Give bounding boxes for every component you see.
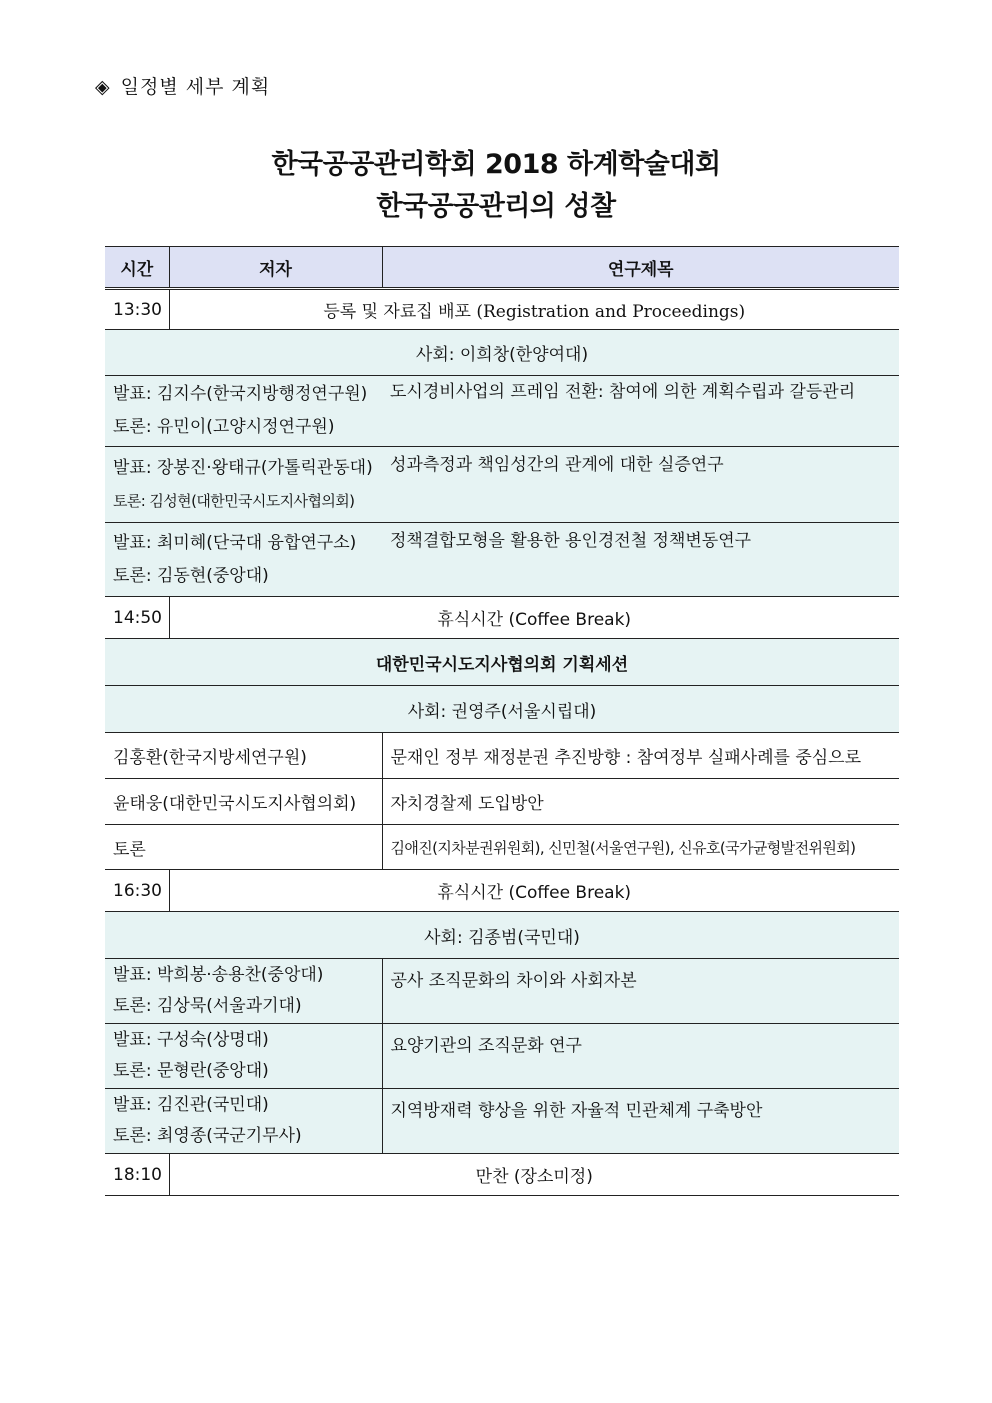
session2-row2-name: 윤태웅(대한민국시도지사협의회)	[105, 779, 382, 825]
session3-talk2-presenter: 발표: 구성숙(상명대)	[113, 1030, 269, 1050]
session3-talk3-presenter: 발표: 김진관(국민대)	[113, 1095, 269, 1115]
session3-talk1-presenter: 발표: 박희봉·송용찬(중앙대)	[113, 965, 324, 985]
session1-talk-row	[105, 447, 899, 523]
registration-time: 13:30	[105, 289, 169, 330]
session2-row1-title: 문재인 정부 재정분권 추진방향 : 참여정부 실패사례를 중심으로	[382, 733, 899, 779]
session3-talk-row	[105, 1024, 899, 1089]
session3-talk3-discussant: 토론: 최영종(국군기무사)	[113, 1126, 302, 1146]
session1-talk3-presenter: 발표: 최미혜(단국대 융합연구소)	[113, 532, 357, 553]
session3-chair-row	[105, 912, 899, 959]
session3-talk1-discussant: 토론: 김상묵(서울과기대)	[113, 996, 302, 1016]
section-heading-text: 일정별 세부 계획	[120, 76, 271, 98]
session3-talk2-title: 요양기관의 조직문화 연구	[382, 1024, 899, 1089]
session1-chair: 사회: 이희창(한양여대)	[105, 330, 899, 376]
session1-talk1-discussant: 토론: 유민이(고양시정연구원)	[113, 417, 335, 437]
dinner-text: 만찬 (장소미정)	[169, 1154, 899, 1196]
document-title	[0, 144, 992, 228]
session1-talk1-presenter: 발표: 김지수(한국지방행정연구원)	[113, 384, 368, 404]
dinner-row	[105, 1154, 899, 1196]
break2-text: 휴식시간 (Coffee Break)	[169, 870, 899, 912]
section-heading	[95, 72, 270, 99]
title-line-2: 한국공공관리의 성찰	[376, 191, 616, 222]
session1-talk3-discussant: 토론: 김동현(중앙대)	[113, 565, 269, 586]
session3-talk-row	[105, 1089, 899, 1154]
session1-talk2-presenter: 발표: 장봉진·왕태규(가톨릭관동대)	[113, 457, 373, 478]
session3-talk1-title: 공사 조직문화의 차이와 사회자본	[382, 959, 899, 1024]
session1-talk2-title: 성과측정과 책임성간의 관계에 대한 실증연구	[382, 447, 899, 523]
break1-row	[105, 597, 899, 639]
session2-title-row	[105, 639, 899, 686]
header-topic: 연구제목	[382, 247, 899, 289]
session2-row	[105, 825, 899, 870]
session2-row1-name: 김홍환(한국지방세연구원)	[105, 733, 382, 779]
session3-talk-row	[105, 959, 899, 1024]
registration-text-en: (Registration and Proceedings)	[476, 302, 746, 322]
diamond-bullet-icon: ◈	[95, 76, 111, 98]
break1-text: 휴식시간 (Coffee Break)	[169, 597, 899, 639]
header-time: 시간	[105, 247, 169, 289]
session1-talk-row	[105, 376, 899, 447]
break1-time: 14:50	[105, 597, 169, 639]
session1-talk-row	[105, 523, 899, 597]
session2-row3-name: 토론	[105, 825, 382, 870]
registration-row	[105, 289, 899, 330]
table-header-row	[105, 247, 899, 289]
session3-talk2-discussant: 토론: 문형란(중앙대)	[113, 1061, 269, 1081]
session1-talk3-title: 정책결합모형을 활용한 용인경전철 정책변동연구	[382, 523, 899, 597]
session2-row	[105, 779, 899, 825]
registration-text: 등록 및 자료집 배포 (Registration and Proceedings)	[169, 289, 899, 330]
session2-row2-title: 자치경찰제 도입방안	[382, 779, 899, 825]
session3-talk3-title: 지역방재력 향상을 위한 자율적 민관체계 구축방안	[382, 1089, 899, 1154]
session2-chair: 사회: 권영주(서울시립대)	[105, 686, 899, 733]
break2-row	[105, 870, 899, 912]
session2-chair-row	[105, 686, 899, 733]
dinner-time: 18:10	[105, 1154, 169, 1196]
break2-time: 16:30	[105, 870, 169, 912]
header-author: 저자	[169, 247, 382, 289]
session1-talk1-title: 도시경비사업의 프레임 전환: 참여에 의한 계획수립과 갈등관리	[382, 376, 899, 447]
session1-talk2-discussant: 토론: 김성현(대한민국시도지사협의회)	[113, 491, 355, 510]
session1-chair-row	[105, 330, 899, 376]
session2-row3-title: 김애진(지차분권위원회), 신민철(서울연구원), 신유호(국가균형발전위원회)	[382, 825, 899, 870]
session2-title: 대한민국시도지사협의회 기획세션	[105, 639, 899, 686]
title-line-1: 한국공공관리학회 2018 하계학술대회	[271, 149, 721, 180]
schedule-table	[105, 246, 899, 1196]
session2-row	[105, 733, 899, 779]
session3-chair: 사회: 김종범(국민대)	[105, 912, 899, 959]
